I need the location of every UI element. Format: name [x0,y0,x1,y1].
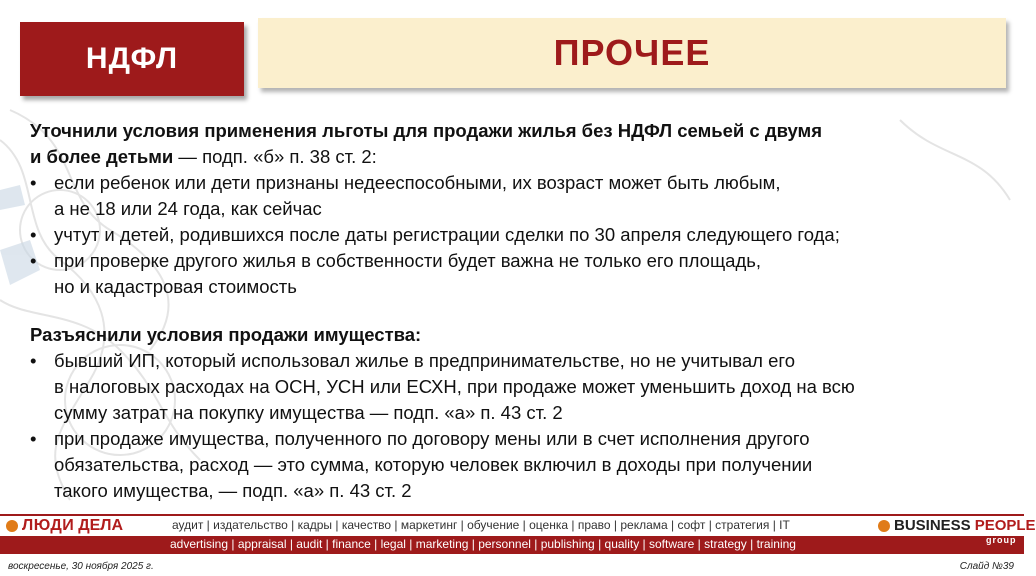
section1-lead-bold-2: и более детьми [30,146,174,167]
footer-nav-russian: аудит | издательство | кадры | качество | маркетинг | обучение | оценка | право | реклама | софт | стратегия | IT [172,518,790,532]
list-item-line: бывший ИП, который использовал жилье в предпринимательстве, но не учитывал его [54,350,796,371]
section2-lead: Разъяснили условия продажи имущества: [30,324,422,345]
list-item [30,248,1000,300]
list-item-line: в налоговых расходах на ОСН, УСН или ЕСХН, при продаже может уменьшить доход на всю [54,376,855,397]
list-item-line: но и кадастровая стоимость [54,276,297,297]
list-item-line: при продаже имущества, полученного по договору мены или в счет исполнения другого [54,428,810,449]
list-item-line: обязательства, расход — это сумма, которую человек включил в доходы при получении [54,454,813,475]
list-item [30,170,1000,222]
section2-list [30,348,1000,504]
slide-content [30,118,1000,504]
list-item-line: а не 18 или 24 года, как сейчас [54,198,322,219]
list-item [30,348,1000,426]
section1-lead-ref: — подп. «б» п. 38 ст. 2: [173,146,377,167]
list-item-line: если ребенок или дети признаны недееспособными, их возраст может быть любым, [54,172,781,193]
logo-right-subtitle: group [986,535,1017,545]
list-item-line: учтут и детей, родившихся после даты регистрации сделки по 30 апреля следующего года; [54,224,840,245]
section1-lead [30,118,1000,170]
section1-list [30,170,1000,300]
business-people-logo [878,517,1036,534]
slide-number: Слайд №39 [959,561,1014,572]
list-item [30,426,1000,504]
logo-left-word-1: ЛЮДИ [22,517,75,534]
list-item-line: сумму затрат на покупку имущества — подп. «а» п. 43 ст. 2 [54,402,563,423]
list-item-line: при проверке другого жилья в собственности будет важна не только его площадь, [54,250,762,271]
logo-right-word-2: PEOPLE [974,517,1036,534]
slide-title-bar [258,18,1006,88]
logo-mark-icon [6,520,18,532]
list-item [30,222,1000,248]
list-item-line: такого имущества, — подп. «а» п. 43 ст. 2 [54,480,412,501]
ludi-dela-logo [6,517,123,535]
logo-right-word-1: BUSINESS [894,517,971,534]
section1-lead-bold-1: Уточнили условия применения льготы для продажи жилья без НДФЛ семьей с двумя [30,120,823,141]
slide-date: воскресенье, 30 ноября 2025 г. [8,561,154,572]
slide-title: ПРОЧЕЕ [553,32,711,73]
logo-left-word-2: ДЕЛА [78,517,124,534]
section-tag [20,22,244,96]
logo-mark-icon [878,520,890,532]
section-tag-label: НДФЛ [85,42,179,75]
footer-nav-english: advertising | appraisal | audit | finance | legal | marketing | personnel | publishing | quality | software | strategy | training [170,537,796,551]
